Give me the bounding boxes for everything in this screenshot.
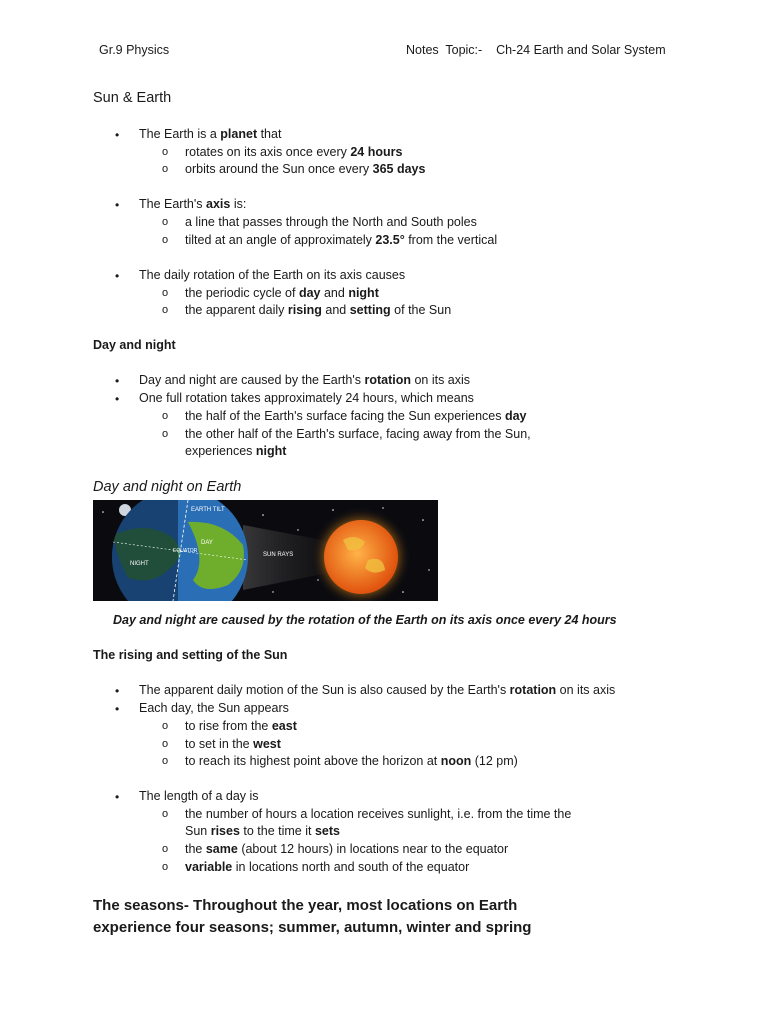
list-item-continuation: Sun rises to the time it sets bbox=[185, 824, 340, 838]
bullet-icon: • bbox=[115, 702, 120, 716]
section-title-sun-earth: Sun & Earth bbox=[93, 90, 172, 106]
list-item: orbits around the Sun once every 365 days bbox=[185, 162, 426, 176]
list-item: a line that passes through the North and South poles bbox=[185, 215, 477, 229]
list-item: to rise from the east bbox=[185, 719, 297, 733]
figure-heading: Day and night on Earth bbox=[93, 479, 242, 495]
sub-bullet-icon: o bbox=[162, 163, 169, 175]
list-item: to set in the west bbox=[185, 737, 281, 751]
list-item: The Earth's axis is: bbox=[139, 197, 247, 211]
header-subject: Gr.9 Physics bbox=[99, 43, 170, 57]
bullet-icon: • bbox=[115, 790, 120, 804]
section-title-day-night: Day and night bbox=[93, 338, 176, 352]
list-item: the half of the Earth's surface facing the Sun experiences day bbox=[185, 409, 527, 423]
bullet-icon: • bbox=[115, 684, 120, 698]
sub-bullet-icon: o bbox=[162, 410, 169, 422]
sub-bullet-icon: o bbox=[162, 234, 169, 246]
sub-bullet-icon: o bbox=[162, 428, 169, 440]
sub-bullet-icon: o bbox=[162, 843, 169, 855]
list-item: Day and night are caused by the Earth's rotation on its axis bbox=[139, 373, 471, 387]
seasons-heading bbox=[93, 895, 653, 939]
sub-bullet-icon: o bbox=[162, 146, 169, 158]
list-item: Each day, the Sun appears bbox=[139, 701, 289, 715]
sub-bullet-icon: o bbox=[162, 755, 169, 767]
section-title-rising-setting: The rising and setting of the Sun bbox=[93, 648, 288, 662]
figure-caption: Day and night are caused by the rotation of the Earth on its axis once every 24 hours bbox=[113, 613, 617, 627]
list-item: The Earth is a planet that bbox=[139, 127, 282, 141]
bullet-icon: • bbox=[115, 198, 120, 212]
header-topic: Notes Topic:- Ch-24 Earth and Solar System bbox=[406, 43, 666, 57]
list-item: the apparent daily rising and setting of the Sun bbox=[185, 303, 452, 317]
night-shade bbox=[93, 500, 178, 601]
list-item: variable in locations north and south of the equator bbox=[185, 860, 470, 874]
list-item: the number of hours a location receives sunlight, i.e. from the time the bbox=[185, 807, 572, 821]
list-item: One full rotation takes approximately 24 hours, which means bbox=[139, 391, 474, 405]
sun-icon bbox=[324, 520, 398, 594]
list-item-continuation: experiences night bbox=[185, 444, 287, 458]
label-earth-tilt: EARTH TILT bbox=[191, 507, 225, 513]
day-night-illustration bbox=[93, 500, 438, 601]
bullet-icon: • bbox=[115, 392, 120, 406]
list-item: to reach its highest point above the horizon at noon (12 pm) bbox=[185, 754, 518, 768]
list-item: The daily rotation of the Earth on its axis causes bbox=[139, 268, 406, 282]
list-item: the periodic cycle of day and night bbox=[185, 286, 379, 300]
bullet-icon: • bbox=[115, 374, 120, 388]
label-day: DAY bbox=[201, 540, 213, 546]
sub-bullet-icon: o bbox=[162, 720, 169, 732]
sub-bullet-icon: o bbox=[162, 216, 169, 228]
sub-bullet-icon: o bbox=[162, 861, 169, 873]
list-item: the other half of the Earth's surface, facing away from the Sun, bbox=[185, 427, 531, 441]
label-sun-rays: SUN RAYS bbox=[263, 552, 294, 558]
sub-bullet-icon: o bbox=[162, 808, 169, 820]
label-night: NIGHT bbox=[130, 561, 149, 567]
list-item: The apparent daily motion of the Sun is also caused by the Earth's rotation on its axis bbox=[139, 683, 616, 697]
label-equator: EQUATOR bbox=[173, 548, 198, 554]
sub-bullet-icon: o bbox=[162, 304, 169, 316]
sub-bullet-icon: o bbox=[162, 287, 169, 299]
list-item: The length of a day is bbox=[139, 789, 259, 803]
seasons-line-2: experience four seasons; summer, autumn, winter and spring bbox=[93, 919, 532, 936]
bullet-icon: • bbox=[115, 128, 120, 142]
list-item: rotates on its axis once every 24 hours bbox=[185, 145, 403, 159]
list-item: tilted at an angle of approximately 23.5° from the vertical bbox=[185, 233, 498, 247]
bullet-icon: • bbox=[115, 269, 120, 283]
list-item: the same (about 12 hours) in locations near to the equator bbox=[185, 842, 509, 856]
sub-bullet-icon: o bbox=[162, 738, 169, 750]
seasons-line-1: The seasons- Throughout the year, most locations on Earth bbox=[93, 897, 518, 914]
